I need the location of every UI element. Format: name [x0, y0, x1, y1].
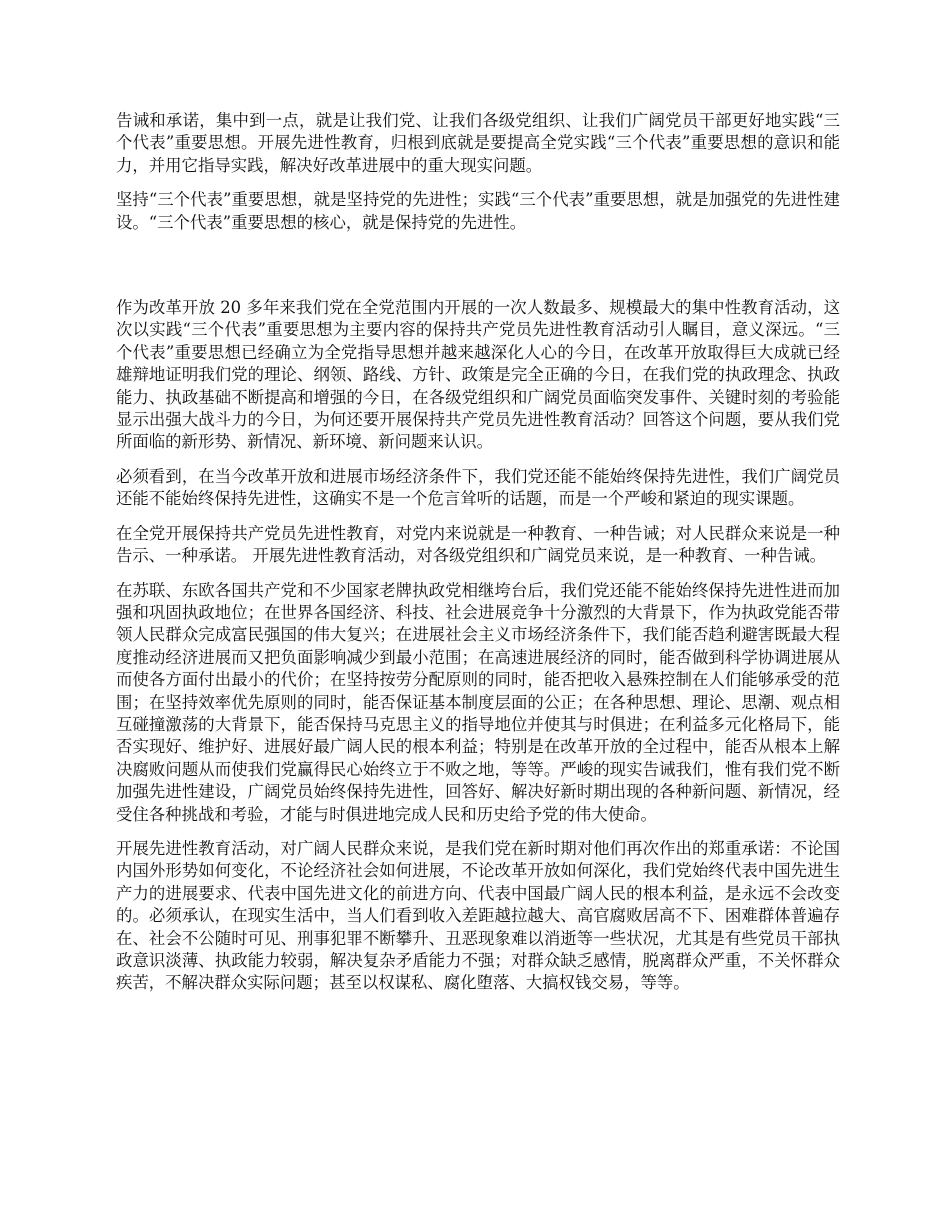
document-body [116, 110, 840, 1007]
paragraph: 坚持“三个代表”重要思想，就是坚持党的先进性；实践“三个代表”重要思想，就是加强党的先进性建设。“三个代表”重要思想的核心，就是保持党的先进性。 [116, 190, 840, 232]
paragraph: 必须看到，在当今改革开放和进展市场经济条件下，我们党还能不能始终保持先进性，我们广阔党员还能不能始终保持先进性，这确实不是一个危言耸听的话题，而是一个严峻和紧迫的现实课题。 [116, 466, 840, 509]
paragraph: 在苏联、东欧各国共产党和不少国家老牌执政党相继垮台后，我们党还能不能始终保持先进性进而加强和巩固执政地位；在世界各国经济、科技、社会进展竞争十分激烈的大背景下，作为执政党能否带领人民群众完成富民强国的伟大复兴；在进展社会主义市场经济条件下，我们能否趋利避害既最大程度推动经济进展而又把负面影响减少到最小范围；在高速进展经济的同时，能否做到科学协调进展从而使各方面付出最小的代价；在坚持按劳分配原则的同时，能否把收入悬殊控制在人们能够承受的范围；在坚持效率优先原则的同时，能否保证基本制度层面的公正；在各种思想、理论、思潮、观点相互碰撞激荡的大背景下，能否保持马克思主义的指导地位并使其与时俱进；在利益多元化格局下，能否实现好、维护好、进展好最广阔人民的根本利益；特别是在改革开放的全过程中，能否从根本上解决腐败问题从而使我们党赢得民心始终立于不败之地，等等。严峻的现实告诫我们，惟有我们党不断加强先进性建设，广阔党员始终保持先进性，回答好、解决好新时期出现的各种新问题、新情况，经受住各种挑战和考验，才能与时俱进地完成人民和历史给予党的伟大使命。 [116, 580, 840, 824]
section-gap [116, 246, 840, 297]
paragraph: 作为改革开放 20 多年来我们党在全党范围内开展的一次人数最多、规模最大的集中性教育活动，这次以实践“三个代表”重要思想为主要内容的保持共产党员先进性教育活动引人瞩目，意义深远。“三个代表”重要思想已经确立为全党指导思想并越来越深化人心的今日，在改革开放取得巨大成就已经雄辩地证明我们党的理论、纲领、路线、方针、政策是完全正确的今日，在我们党的执政理念、执政能力、执政基础不断提高和增强的今日，在各级党组织和广阔党员面临突发事件、关键时刻的考验能显示出强大战斗力的今日，为何还要开展保持共产党员先进性教育活动？回答这个问题，要从我们党所面临的新形势、新情况、新环境、新问题来认识。 [116, 298, 840, 452]
paragraph: 在全党开展保持共产党员先进性教育，对党内来说就是一种教育、一种告诫；对人民群众来说是一种告示、一种承诺。 开展先进性教育活动，对各级党组织和广阔党员来说，是一种教育、一种告诫。 [116, 523, 840, 566]
paragraph: 告诫和承诺，集中到一点，就是让我们党、让我们各级党组织、让我们广阔党员干部更好地实践“三个代表”重要思想。开展先进性教育，归根到底就是要提高全党实践“三个代表”重要思想的意识和能力，并用它指导实践，解决好改革进展中的重大现实问题。 [116, 111, 840, 175]
paragraph: 开展先进性教育活动，对广阔人民群众来说，是我们党在新时期对他们再次作出的郑重承诺：不论国内国外形势如何变化，不论经济社会如何进展，不论改革开放如何深化，我们党始终代表中国先进生产力的进展要求、代表中国先进文化的前进方向、代表中国最广阔人民的根本利益，是永远不会改变的。必须承认，在现实生活中，当人们看到收入差距越拉越大、高官腐败居高不下、困难群体普遍存在、社会不公随时可见、刑事犯罪不断攀升、丑恶现象难以消逝等一些状况，尤其是有些党员干部执政意识淡薄、执政能力较弱，解决复杂矛盾能力不强；对群众缺乏感情，脱离群众严重，不关怀群众疾苦，不解决群众实际问题；甚至以权谋私、腐化堕落、大搞权钱交易，等等。 [116, 838, 840, 993]
